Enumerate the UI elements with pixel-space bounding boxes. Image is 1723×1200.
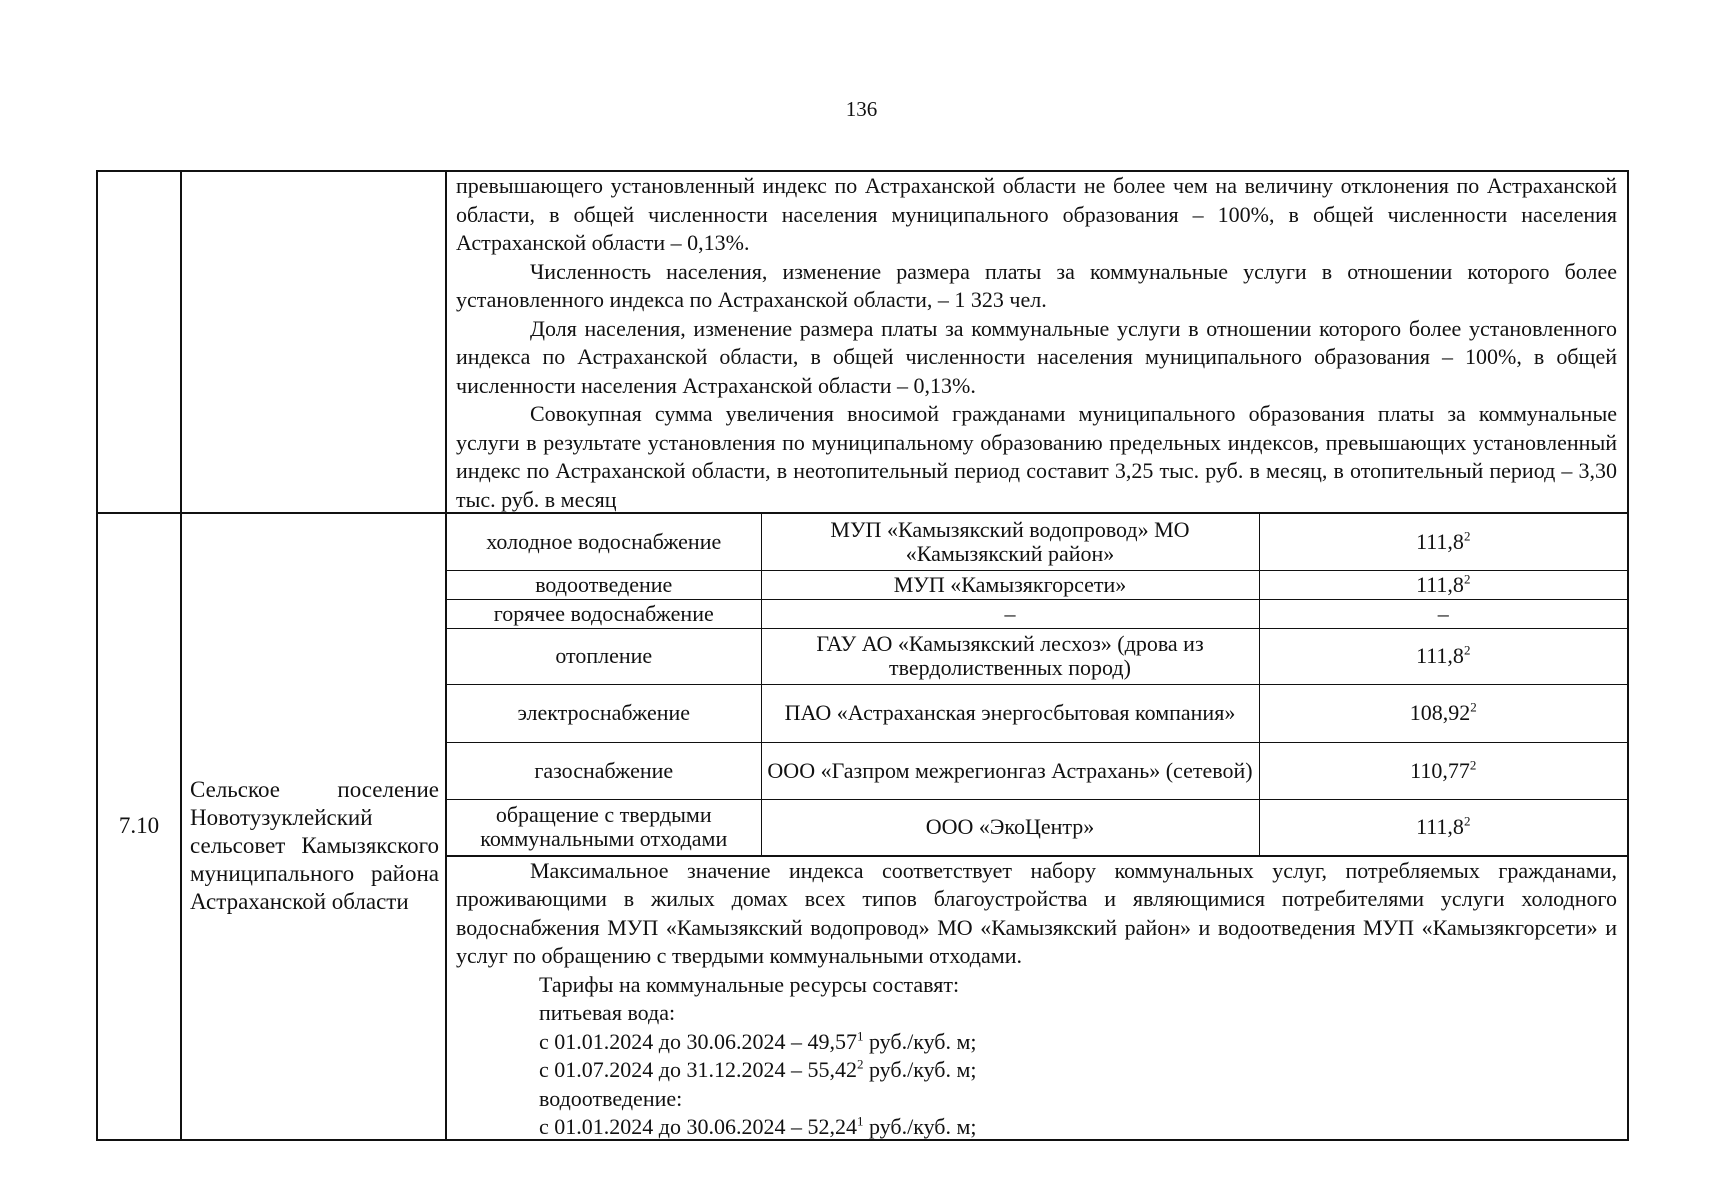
service-provider: ГАУ АО «Камызякский лесхоз» (дрова из твердолиственных пород): [761, 628, 1259, 684]
max-index-paragraph: Максимальное значение индекса соответствует набору коммунальных услуг, потребляемых гражданами, проживающими в жилых домах всех типов благоустройства и являющимися потребителями услуги холодного водоснабжения МУП «Камызякский водопровод» МО «Камызякский район» и водоотведения МУП «Камызякгорсети» и услуг по обращению с твердыми коммунальными отходами.: [456, 857, 1617, 968]
index-value: 108,92: [1409, 700, 1471, 725]
footnote-mark: 2: [1463, 813, 1471, 829]
service-index: [1259, 570, 1627, 599]
continuation-row: [97, 171, 1628, 513]
footnote-mark: 2: [856, 1056, 864, 1072]
service-name: газоснабжение: [447, 742, 761, 799]
footnote-mark: 2: [1463, 642, 1471, 658]
population-share-paragraph: Доля населения, изменение размера платы за коммунальные услуги в отношении которого более установленного индекса по Астраханской области, в общей численности населения муниципального образования – 100%, в общей численности населения Астраханской области – 0,13%.: [456, 315, 1617, 398]
tariff-unit: руб./куб. м;: [863, 1057, 977, 1082]
service-name: водоотведение: [447, 570, 761, 599]
footnote-mark: 2: [1463, 571, 1471, 587]
service-index: [1259, 599, 1627, 628]
footnote-mark: 2: [1469, 757, 1477, 773]
total-increase-paragraph: Совокупная сумма увеличения вносимой гражданами муниципального образования платы за коммунальные услуги в результате установления по муниципальному образованию предельных индексов, превышающих установленный индекс по Астраханской области, в неотопительный период составит 3,25 тыс. руб. в месяц, в отопительный период – 3,30 тыс. руб. в месяц: [456, 401, 1617, 512]
footnote-mark: 2: [1470, 699, 1477, 715]
footnote-mark: 2: [1463, 528, 1471, 544]
tariff-unit: руб./куб. м;: [863, 1114, 977, 1139]
service-provider: ПАО «Астраханская энергосбытовая компания»: [761, 684, 1259, 742]
tariff-text: с 01.01.2024 до 30.06.2024 – 49,57: [539, 1028, 857, 1054]
tariff-text: с 01.01.2024 до 30.06.2024 – 52,24: [539, 1114, 857, 1139]
settlement-name: Сельское поселение Новотузуклейский сельсовет Камызякского муниципального района Астраханской области: [190, 777, 439, 915]
service-name: отопление: [447, 628, 761, 684]
service-name: электроснабжение: [447, 684, 761, 742]
service-row: [447, 514, 1627, 570]
service-row: [447, 742, 1627, 799]
service-index: [1259, 514, 1627, 570]
service-provider: ООО «ЭкоЦентр»: [761, 799, 1259, 855]
index-value: –: [1437, 600, 1449, 626]
service-row: [447, 628, 1627, 684]
service-provider: –: [761, 599, 1259, 628]
tariff-text: с 01.07.2024 до 31.12.2024 – 55,42: [539, 1057, 857, 1082]
service-provider: ООО «Газпром межрегионгаз Астрахань» (сетевой): [761, 742, 1259, 799]
tariff-unit: руб./куб. м;: [863, 1028, 977, 1054]
footnote-mark: 1: [856, 1028, 864, 1044]
settlement-cell-empty: [181, 171, 446, 513]
service-index: [1259, 628, 1627, 684]
water-label: питьевая вода:: [539, 1000, 676, 1025]
service-row: [447, 799, 1627, 855]
service-name: обращение с твердыми коммунальными отходами: [447, 799, 761, 855]
settlement-cell: [181, 513, 446, 1140]
continuation-text-cell: [446, 171, 1628, 513]
sewer-tariff-1: [456, 1113, 1617, 1142]
services-cell: [446, 513, 1628, 1140]
water-tariff-2: [456, 1056, 1617, 1085]
service-row: [447, 684, 1627, 742]
tariff-table: [96, 170, 1629, 1141]
service-index: [1259, 799, 1627, 855]
service-index: [1259, 742, 1627, 799]
service-row: [447, 570, 1627, 599]
continuation-paragraph: превышающего установленный индекс по Астраханской области не более чем на величину отклонения по Астраханской области, в общей численности населения муниципального образования – 100%, в общей численности населения Астраханской области – 0,13%.: [456, 173, 1617, 255]
entry-row: [97, 513, 1628, 1140]
population-count-paragraph: Численность населения, изменение размера платы за коммунальные услуги в отношении которого более установленного индекса по Астраханской области, – 1 323 чел.: [456, 258, 1617, 312]
service-row: [447, 599, 1627, 628]
sewer-label: водоотведение:: [539, 1085, 683, 1111]
tariffs-intro: Тарифы на коммунальные ресурсы составят:: [539, 971, 960, 997]
row-number: 7.10: [97, 513, 181, 1140]
note-block: [447, 856, 1627, 1139]
service-name: холодное водоснабжение: [447, 514, 761, 570]
index-value: 111,8: [1416, 571, 1464, 597]
services-table: [447, 514, 1627, 856]
service-provider: МУП «Камызякгорсети»: [761, 570, 1259, 599]
index-value: 111,8: [1416, 643, 1464, 668]
page-number: 136: [845, 97, 878, 121]
footnote-mark: 1: [856, 1113, 864, 1129]
index-value: 111,8: [1416, 814, 1464, 839]
index-value: 111,8: [1416, 528, 1464, 554]
index-value: 110,77: [1410, 757, 1470, 783]
service-provider: МУП «Камызякский водопровод» МО «Камызякский район»: [761, 514, 1259, 570]
service-index: [1259, 684, 1627, 742]
service-name: горячее водоснабжение: [447, 599, 761, 628]
water-tariff-1: [456, 1028, 1617, 1057]
row-number-cell-empty: [97, 171, 181, 513]
